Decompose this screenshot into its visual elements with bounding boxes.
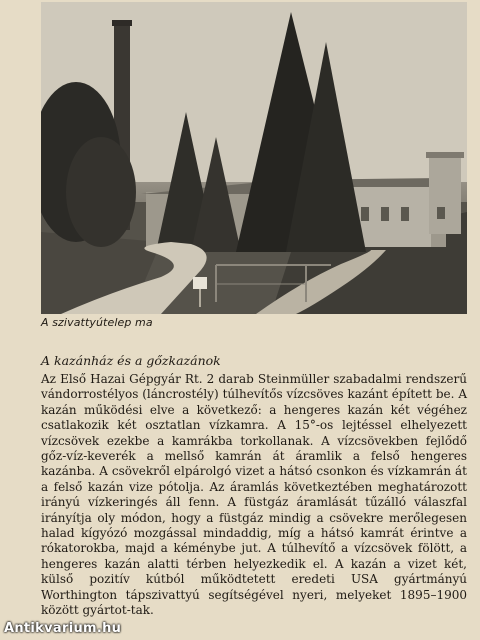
section-title: A kazánház és a gőzkazánok (41, 353, 221, 368)
photo-caption: A szivattyútelep ma (41, 316, 153, 329)
photo-illustration (41, 2, 467, 314)
water-tower (429, 154, 461, 234)
pump-station-photo (41, 2, 467, 314)
watermark-logo: Antikvarium.hu (4, 621, 122, 636)
gate-sign (193, 277, 207, 289)
body-paragraph: Az Első Hazai Gépgyár Rt. 2 darab Steinmüller szabadalmi rendszerű vándorrostélyos (láncrostély) túlhevítős vízcsöves kazánt épített be. A kazán működési elve a következő: a hengeres kazán két végéhez csatlakozik két osztatlan vízkamra. A 15°-os lejtéssel elhelyezett vízcsövek ezekbe a kamrákba torkollanak. A vízcsövekben fejlődő gőz-víz-keverék a mellső kamrán át áramlik a felső hengeres kazánba. A csövekről elpárolgó vizet a hátsó csonkon és vízkamrán át a felső kazán vize pótolja. Az áramlás következtében meghatározott irányú vízkeringés áll fenn. A füstgáz áramlását tűzálló válaszfal irányítja oly módon, hogy a füstgáz mindig a csövekre merőlegesen halad kígyózó mozgással mindaddig, míg a hátsó kamrát érintve a rókatorokba, majd a kéménybe jut. A túlhevítő a vízcsövek fölött, a hengeres kazán alatti térben helyezkedik el. A kazán a vizet két, külső pozitív kútból működtetett eredeti USA gyártmányú Worthington tápszivattyú segítségével nyeri, melyeket 1895–1900 között gyártot-tak. (41, 372, 467, 618)
